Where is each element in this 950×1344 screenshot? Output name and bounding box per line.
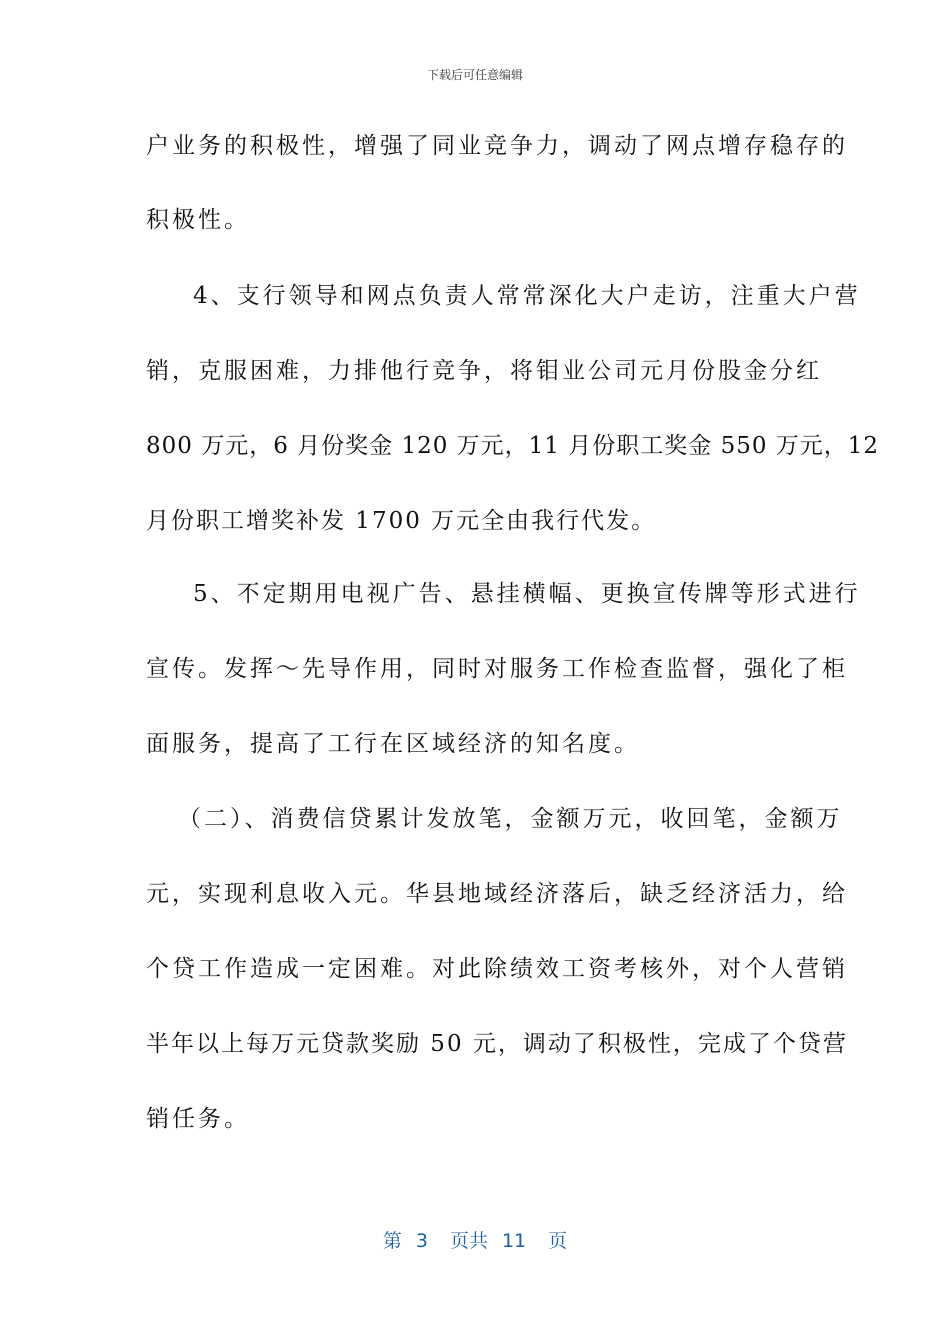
- body-line-9: 面服务，提高了工行在区域经济的知名度。: [146, 731, 640, 757]
- footer-total-pages: 11: [501, 1230, 527, 1252]
- footer-prefix: 第: [382, 1230, 402, 1252]
- body-line-2: 积极性。: [146, 207, 250, 233]
- footer-current-page: 3: [415, 1230, 428, 1252]
- body-line-7: 5、不定期用电视广告、悬挂横幅、更换宣传牌等形式进行: [193, 581, 861, 607]
- body-line-6: 月份职工增奖补发 1700 万元全由我行代发。: [146, 508, 657, 534]
- page-footer: [0, 1226, 950, 1253]
- footer-suffix: 页: [548, 1230, 568, 1252]
- body-line-4: 销，克服困难，力排他行竞争，将钼业公司元月份股金分红: [146, 358, 822, 384]
- body-line-1: 户业务的积极性，增强了同业竞争力，调动了网点增存稳存的: [146, 133, 848, 159]
- body-line-14: 销任务。: [146, 1106, 250, 1132]
- body-line-12: 个贷工作造成一定困难。对此除绩效工资考核外，对个人营销: [146, 956, 848, 982]
- body-line-13: 半年以上每万元贷款奖励 50 元，调动了积极性，完成了个贷营: [146, 1031, 848, 1057]
- body-line-5: 800 万元，6 月份奖金 120 万元，11 月份职工奖金 550 万元，12: [146, 433, 880, 459]
- body-line-11: 元，实现利息收入元。华县地域经济落后，缺乏经济活力，给: [146, 881, 848, 907]
- footer-middle: 页共: [449, 1230, 488, 1252]
- body-line-10: （二）、消费信贷累计发放笔，金额万元，收回笔，金额万: [178, 806, 843, 832]
- body-line-3: 4、支行领导和网点负责人常常深化大户走访，注重大户营: [193, 283, 861, 309]
- page-header-note: 下载后可任意编辑: [426, 68, 523, 82]
- body-line-8: 宣传。发挥～先导作用，同时对服务工作检查监督，强化了柜: [146, 656, 848, 682]
